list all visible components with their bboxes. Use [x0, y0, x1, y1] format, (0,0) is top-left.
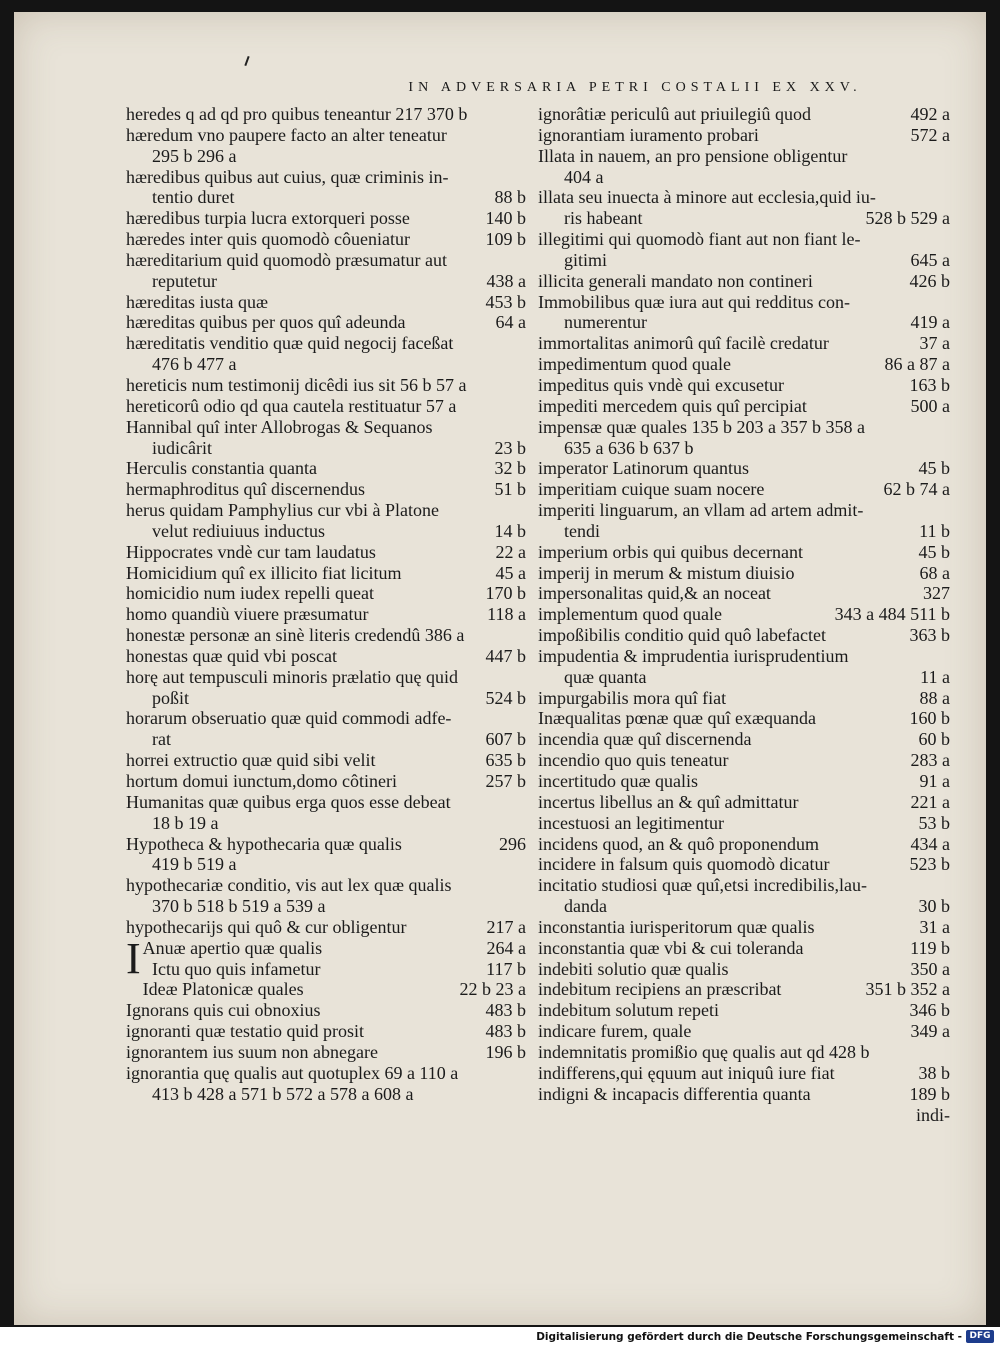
index-entry — [538, 208, 950, 229]
entry-text: incidere in falsum quis quomodò dicatur — [538, 854, 830, 875]
index-column-right — [538, 104, 950, 1125]
index-entry — [538, 396, 950, 417]
index-entry — [538, 1042, 950, 1063]
index-entry — [126, 500, 526, 521]
entry-reference: 523 b — [909, 854, 950, 875]
entry-reference: 11 a — [920, 666, 950, 687]
entry-text: homicidio num iudex repelli queat — [126, 583, 374, 604]
index-entry — [126, 708, 526, 729]
index-entry — [126, 625, 526, 646]
entry-reference: 170 b — [485, 583, 526, 604]
entry-text: 295 b 296 a — [152, 145, 237, 166]
index-entry — [126, 542, 526, 563]
index-entry — [126, 771, 526, 792]
index-entry — [126, 750, 526, 771]
index-entry — [126, 250, 526, 271]
entry-text: hæredibus turpia lucra extorqueri posse — [126, 208, 410, 229]
entry-text: indebitum recipiens an præscribat — [538, 979, 782, 1000]
entry-text: horrei extructio quæ quid sibi velit — [126, 750, 376, 771]
index-entry — [126, 834, 526, 855]
entry-text: indebiti solutio quæ qualis — [538, 958, 729, 979]
index-entry — [538, 250, 950, 271]
entry-text: hereticis num testimonij dicêdi ius sit 56 b 57 a — [126, 374, 467, 395]
entry-text: hæredibus quibus aut cuius, quæ criminis in- — [126, 166, 449, 187]
entry-text: Homicidium quî ex illicito fiat licitum — [126, 562, 402, 583]
entry-text: hypothecarijs qui quô & cur obligentur — [126, 916, 407, 937]
index-entry — [538, 438, 950, 459]
index-entry — [538, 521, 950, 542]
entry-text: impensæ quæ quales 135 b 203 a 357 b 358 a — [538, 416, 865, 437]
entry-reference: 51 b — [494, 479, 526, 500]
entry-reference: 500 a — [910, 395, 950, 416]
entry-text: immortalitas animorû quî facilè credatur — [538, 333, 829, 354]
entry-text: horę aut tempusculi minoris prælatio quę quid — [126, 666, 458, 687]
index-entry — [538, 646, 950, 667]
entry-reference: 351 b 352 a — [865, 979, 950, 1000]
index-entry — [126, 1063, 526, 1084]
entry-reference: 160 b — [909, 708, 950, 729]
entry-reference: 438 a — [486, 270, 526, 291]
index-entry — [538, 312, 950, 333]
entry-text: indifferens,qui ęquum aut iniquû iure fiat — [538, 1062, 835, 1083]
index-entry — [126, 396, 526, 417]
entry-text: indigni & incapacis differentia quanta — [538, 1083, 811, 1104]
entry-text: impurgabilis mora quî fiat — [538, 687, 727, 708]
entry-text: imperiti linguarum, an vllam ad artem admit- — [538, 500, 864, 521]
entry-text: ignoranti quæ testatio quid prosit — [126, 1021, 364, 1042]
index-entry — [538, 229, 950, 250]
entry-text: 476 b 477 a — [152, 354, 237, 375]
footer-credit: Digitalisierung gefördert durch die Deutsche Forschungsgemeinschaft - — [536, 1331, 962, 1343]
entry-text: Herculis constantia quanta — [126, 458, 317, 479]
index-entry — [126, 604, 526, 625]
index-entry — [538, 1000, 950, 1021]
entry-text: ignorantia quę qualis aut quotuplex 69 a 110 a — [126, 1062, 459, 1083]
entry-reference: 163 b — [909, 374, 950, 395]
ink-mark — [244, 56, 249, 66]
index-entry — [126, 563, 526, 584]
entry-reference: 492 a — [910, 104, 950, 124]
index-entry — [126, 979, 526, 1000]
entry-reference: 264 a — [486, 937, 526, 958]
entry-reference: 118 a — [487, 604, 526, 625]
entry-reference: 346 b — [909, 1000, 950, 1021]
entry-reference: 88 a — [919, 687, 950, 708]
entry-reference: 32 b — [494, 458, 526, 479]
entry-text: hæreditatis venditio quæ quid negocij faceßat — [126, 333, 454, 354]
entry-text: impudentia & imprudentia iurisprudentium — [538, 645, 849, 666]
index-entry — [126, 167, 526, 188]
entry-reference: 607 b — [485, 729, 526, 750]
entry-reference: indi- — [916, 1104, 950, 1125]
index-entry — [126, 375, 526, 396]
index-entry — [538, 458, 950, 479]
entry-text: 370 b 518 b 519 a 539 a — [152, 896, 326, 917]
entry-text: impedimentum quod quale — [538, 354, 731, 375]
entry-text: Humanitas quæ quibus erga quos esse debeat — [126, 791, 451, 812]
index-entry — [538, 771, 950, 792]
entry-text: hæredum vno paupere facto an alter teneatur — [126, 124, 447, 145]
index-entry — [126, 125, 526, 146]
entry-text: tentio duret — [152, 187, 235, 208]
index-entry — [538, 354, 950, 375]
index-entry — [126, 271, 526, 292]
entry-text: tendi — [564, 520, 600, 541]
index-entry — [538, 375, 950, 396]
index-entry — [538, 542, 950, 563]
entry-reference: 30 b — [918, 896, 950, 917]
index-entry — [538, 875, 950, 896]
entry-reference: 22 b 23 a — [459, 979, 526, 1000]
entry-reference: 283 a — [910, 750, 950, 771]
entry-text: incitatio studiosi quæ quî,etsi incredibilis,lau- — [538, 875, 867, 896]
entry-reference: 645 a — [910, 249, 950, 270]
entry-text: Ictu quo quis infametur — [152, 958, 321, 979]
entry-reference: 64 a — [495, 312, 526, 333]
entry-text: ris habeant — [564, 208, 643, 229]
entry-text: Anuæ apertio quæ qualis — [142, 937, 323, 958]
index-entry — [538, 125, 950, 146]
entry-reference: 528 b 529 a — [865, 208, 950, 229]
index-entry — [126, 229, 526, 250]
entry-text: Inæqualitas pœnæ quæ quî exæquanda — [538, 708, 816, 729]
entry-text: ignorâtiæ periculû aut priuilegiû quod — [538, 104, 811, 124]
entry-text: Hypotheca & hypothecaria quæ qualis — [126, 833, 402, 854]
entry-reference: 572 a — [910, 124, 950, 145]
index-entry — [126, 792, 526, 813]
index-entry — [126, 1000, 526, 1021]
entry-reference: 14 b — [494, 520, 526, 541]
index-entry — [538, 479, 950, 500]
index-entry — [538, 333, 950, 354]
index-entry — [538, 417, 950, 438]
entry-text: 635 a 636 b 637 b — [564, 437, 694, 458]
entry-text: hermaphroditus quî discernendus — [126, 479, 365, 500]
entry-text: hæreditas iusta quæ — [126, 291, 268, 312]
index-entry — [126, 417, 526, 438]
entry-text: 404 a — [564, 166, 604, 187]
entry-text: honestæ personæ an sinè literis credendû 386 a — [126, 625, 465, 646]
entry-text: poßit — [152, 687, 190, 708]
entry-text: Immobilibus quæ iura aut qui redditus con- — [538, 291, 850, 312]
entry-text: inconstantia iurisperitorum quæ qualis — [538, 916, 815, 937]
entry-reference: 68 a — [919, 562, 950, 583]
index-entry — [126, 104, 526, 125]
index-entry — [538, 834, 950, 855]
entry-reference: 196 b — [485, 1041, 526, 1062]
index-entry — [126, 875, 526, 896]
running-head — [0, 80, 1000, 96]
dfg-logo: DFG — [966, 1330, 994, 1343]
index-entry — [538, 167, 950, 188]
entry-text: Illata in nauem, an pro pensione obligentur — [538, 145, 848, 166]
entry-reference: 140 b — [485, 208, 526, 229]
index-entry — [538, 917, 950, 938]
index-entry — [126, 1084, 526, 1105]
entry-text: illegitimi qui quomodò fiant aut non fiant le- — [538, 229, 861, 250]
entry-text: indebitum solutum repeti — [538, 1000, 719, 1021]
entry-text: imperium orbis qui quibus decernant — [538, 541, 803, 562]
index-entry — [538, 792, 950, 813]
index-entry — [538, 583, 950, 604]
entry-reference: 91 a — [919, 771, 950, 791]
index-entry — [126, 292, 526, 313]
index-entry — [538, 271, 950, 292]
entry-reference: 453 b — [485, 291, 526, 312]
entry-reference: 189 b — [909, 1083, 950, 1104]
entry-text: reputetur — [152, 270, 217, 291]
entry-text: danda — [564, 896, 607, 917]
entry-reference: 11 b — [919, 520, 950, 541]
entry-text: 419 b 519 a — [152, 854, 237, 875]
entry-text: ignorantiam iuramento probari — [538, 124, 759, 145]
index-entry — [538, 1105, 950, 1126]
entry-text: impersonalitas quid,& an noceat — [538, 583, 771, 604]
entry-text: homo quandiù viuere præsumatur — [126, 604, 369, 625]
entry-text: quæ quanta — [564, 666, 647, 687]
entry-text: impoßibilis conditio quid quô labefactet — [538, 625, 826, 646]
index-entry — [126, 917, 526, 938]
entry-reference: 45 b — [918, 541, 950, 562]
entry-reference: 483 b — [485, 1000, 526, 1021]
entry-text: illata seu inuecta à minore aut ecclesia,quid iu- — [538, 187, 876, 208]
index-entry — [538, 688, 950, 709]
drop-cap: I — [126, 933, 141, 983]
entry-reference: 31 a — [919, 916, 950, 937]
entry-text: horarum obseruatio quæ quid commodi adfe- — [126, 708, 452, 729]
entry-text: illicita generali mandato non contineri — [538, 270, 813, 291]
index-entry — [538, 1084, 950, 1105]
entry-text: 413 b 428 a 571 b 572 a 578 a 608 a — [152, 1083, 414, 1104]
entry-text: 18 b 19 a — [152, 812, 219, 833]
entry-reference: 22 a — [495, 541, 526, 562]
footer-bar — [0, 1327, 1000, 1347]
entry-reference: 257 b — [485, 771, 526, 791]
entry-reference: 349 a — [910, 1021, 950, 1042]
entry-text: honestas quæ quid vbi poscat — [126, 645, 337, 666]
entry-reference: 60 b — [918, 729, 950, 750]
entry-text: heredes q ad qd pro quibus teneantur 217 370 b — [126, 104, 468, 124]
entry-reference: 117 b — [486, 958, 526, 979]
index-entry — [126, 1021, 526, 1042]
index-entry — [538, 187, 950, 208]
entry-text: indicare furem, quale — [538, 1021, 692, 1042]
entry-text: iudicârit — [152, 437, 212, 458]
entry-text: indemnitatis promißio quę qualis aut qd 428 b — [538, 1041, 870, 1062]
entry-text: incertus libellus an & quî admittatur — [538, 791, 799, 812]
index-entry — [126, 333, 526, 354]
entry-text: hæreditarium quid quomodò præsumatur aut — [126, 249, 447, 270]
index-entry — [538, 604, 950, 625]
entry-reference: 45 a — [495, 562, 526, 583]
entry-reference: 45 b — [918, 458, 950, 479]
entry-reference: 37 a — [919, 333, 950, 354]
index-entry — [538, 896, 950, 917]
index-entry — [538, 854, 950, 875]
entry-text: incendio quo quis teneatur — [538, 750, 729, 771]
index-entry — [126, 1042, 526, 1063]
entry-text: Hannibal quî inter Allobrogas & Sequanos — [126, 416, 433, 437]
entry-text: hypothecariæ conditio, vis aut lex quæ qualis — [126, 875, 452, 896]
index-entry — [538, 813, 950, 834]
index-entry — [538, 625, 950, 646]
index-entry — [538, 959, 950, 980]
entry-text: incidens quod, an & quô proponendum — [538, 833, 819, 854]
entry-reference: 119 b — [910, 937, 950, 958]
index-entry — [538, 563, 950, 584]
entry-reference: 635 b — [485, 750, 526, 771]
index-entry — [126, 813, 526, 834]
index-entry — [538, 979, 950, 1000]
index-entry — [538, 708, 950, 729]
entry-reference: 447 b — [485, 645, 526, 666]
index-entry — [538, 750, 950, 771]
index-column-left — [126, 104, 526, 1105]
entry-reference: 23 b — [494, 437, 526, 458]
entry-text: hortum domui iunctum,domo côtineri — [126, 771, 397, 791]
index-entry — [538, 292, 950, 313]
index-entry — [538, 1063, 950, 1084]
entry-text: incendia quæ quî discernenda — [538, 729, 752, 750]
entry-text: impediti mercedem quis quî percipiat — [538, 395, 807, 416]
entry-reference: 419 a — [910, 312, 950, 333]
index-entry — [538, 1021, 950, 1042]
index-entry — [126, 146, 526, 167]
index-entry — [538, 104, 950, 125]
entry-text: rat — [152, 729, 171, 750]
index-entry — [126, 438, 526, 459]
entry-reference: 296 — [499, 833, 526, 854]
index-entry — [126, 646, 526, 667]
entry-text: inconstantia quæ vbi & cui toleranda — [538, 937, 804, 958]
index-entry — [126, 959, 526, 980]
entry-reference: 524 b — [485, 687, 526, 708]
entry-text: incertitudo quæ qualis — [538, 771, 698, 791]
entry-reference: 86 a 87 a — [884, 354, 950, 375]
index-entry — [126, 729, 526, 750]
index-entry — [538, 729, 950, 750]
entry-text: numerentur — [564, 312, 647, 333]
entry-reference: 88 b — [494, 187, 526, 208]
entry-text: gitimi — [564, 249, 608, 270]
entry-text: imperij in merum & mistum diuisio — [538, 562, 795, 583]
index-entry — [126, 896, 526, 917]
entry-reference: 109 b — [485, 229, 526, 250]
entry-reference: 327 — [923, 583, 950, 604]
index-entry — [126, 312, 526, 333]
entry-text: Hippocrates vndè cur tam laudatus — [126, 541, 376, 562]
entry-text: hæreditas quibus per quos quî adeunda — [126, 312, 406, 333]
index-entry — [126, 187, 526, 208]
entry-reference: 426 b — [909, 270, 950, 291]
entry-reference: 62 b 74 a — [883, 479, 950, 500]
entry-text: velut rediuiuus inductus — [152, 520, 325, 541]
entry-text: herus quidam Pamphylius cur vbi à Platone — [126, 500, 439, 521]
entry-reference: 53 b — [918, 812, 950, 833]
entry-reference: 350 a — [910, 958, 950, 979]
index-entry — [538, 938, 950, 959]
running-head-text: IN ADVERSARIA PETRI COSTALII EX XXV. — [408, 80, 862, 95]
entry-reference: 221 a — [910, 791, 950, 812]
entry-text: Ignorans quis cui obnoxius — [126, 1000, 321, 1021]
index-entry — [538, 667, 950, 688]
entry-text: impeditus quis vndè qui excusetur — [538, 374, 784, 395]
index-entry — [126, 583, 526, 604]
entry-text: imperator Latinorum quantus — [538, 458, 749, 479]
entry-reference: 434 a — [910, 833, 950, 854]
index-entry — [126, 354, 526, 375]
entry-text: hæredes inter quis quomodò côueniatur — [126, 229, 410, 250]
entry-text: incestuosi an legitimentur — [538, 812, 724, 833]
entry-text: ignorantem ius suum non abnegare — [126, 1041, 378, 1062]
entry-reference: 38 b — [918, 1062, 950, 1083]
index-entry — [126, 479, 526, 500]
index-entry — [538, 146, 950, 167]
index-entry — [126, 458, 526, 479]
entry-text: hereticorû odio qd qua cautela restituatur 57 a — [126, 395, 457, 416]
index-entry — [126, 688, 526, 709]
entry-text: imperitiam cuique suam nocere — [538, 479, 765, 500]
index-entry — [126, 521, 526, 542]
entry-reference: 217 a — [486, 916, 526, 937]
entry-text: implementum quod quale — [538, 604, 722, 625]
entry-reference: 363 b — [909, 625, 950, 646]
index-entry — [126, 208, 526, 229]
entry-text: Ideæ Platonicæ quales — [142, 979, 304, 1000]
entry-reference: 483 b — [485, 1021, 526, 1042]
index-entry — [126, 667, 526, 688]
index-entry — [538, 500, 950, 521]
entry-reference: 343 a 484 511 b — [834, 604, 950, 625]
index-entry — [126, 854, 526, 875]
